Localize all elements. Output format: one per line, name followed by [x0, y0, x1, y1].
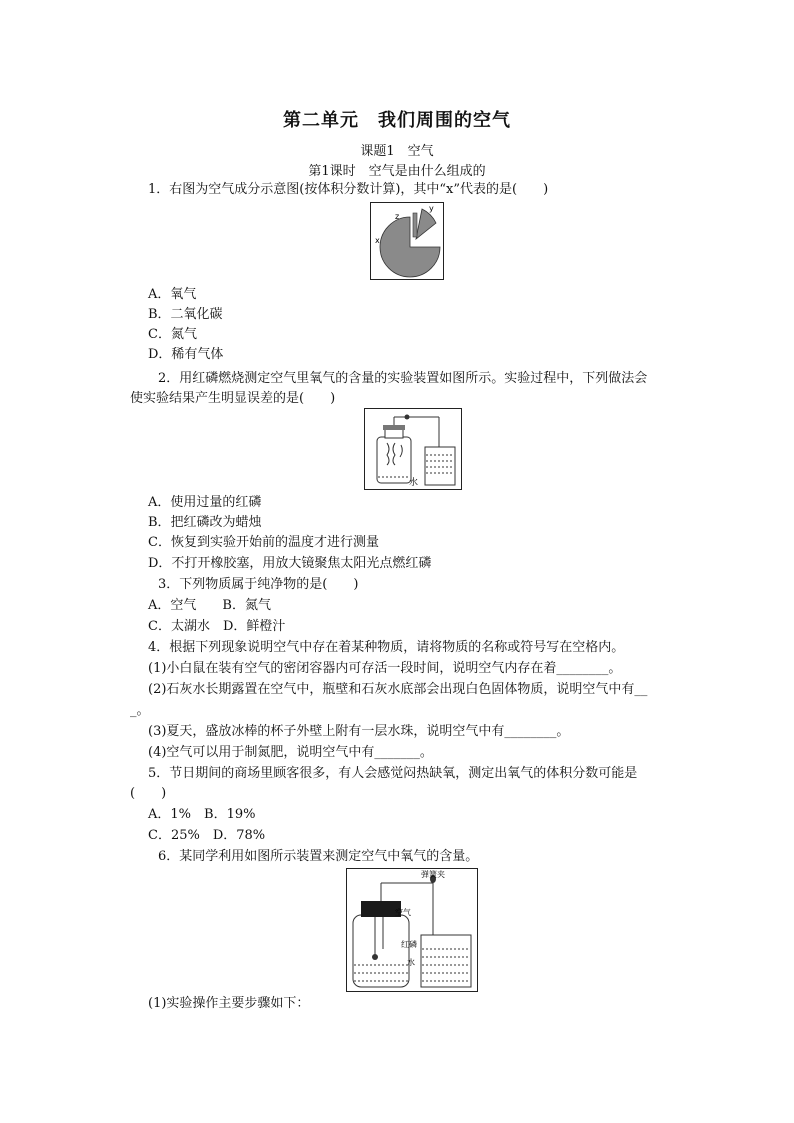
q3-options-row2: C．太湖水 D．鲜橙汁 — [148, 619, 286, 634]
q4-part3: (3)夏天，盛放冰棒的杯子外壁上附有一层水珠，说明空气中有________。 — [148, 724, 570, 739]
q5-stem-line1: 5．节日期间的商场里顾客很多，有人会感觉闷热缺氧，测定出氧气的体积分数可能是 — [148, 766, 638, 781]
q6-label-water: 水 — [407, 958, 415, 967]
q3-stem: 3．下列物质属于纯净物的是( ) — [158, 577, 359, 592]
q2-label-water: 水 — [409, 478, 419, 488]
q1-option-a: A．氧气 — [148, 287, 197, 302]
pie-label-x: x — [375, 236, 380, 245]
q2-option-a: A．使用过量的红磷 — [148, 495, 262, 510]
q2-option-d: D．不打开橡胶塞，用放大镜聚焦太阳光点燃红磷 — [148, 556, 432, 571]
q1-option-c: C．氮气 — [148, 327, 197, 342]
q2-option-b: B．把红磷改为蜡烛 — [148, 515, 262, 530]
q3-options-row1: A．空气 B．氮气 — [148, 598, 271, 613]
q2-stem-line2: 使实验结果产生明显误差的是( ) — [130, 391, 336, 406]
q5-stem-line2: ( ) — [130, 786, 167, 801]
q1-option-b: B．二氧化碳 — [148, 307, 223, 322]
q6-apparatus-figure — [346, 868, 478, 992]
q1-stem: 1．右图为空气成分示意图(按体积分数计算)，其中“x”代表的是( ) — [148, 182, 549, 197]
q6-stem: 6．某同学利用如图所示装置来测定空气中氧气的含量。 — [158, 849, 479, 864]
topic-title: 课题1 空气 — [360, 144, 434, 159]
pie-label-y: y — [429, 204, 434, 213]
lesson-title: 第1课时 空气是由什么组成的 — [308, 164, 486, 179]
q5-options-row1: A．1% B．19% — [148, 807, 256, 822]
q4-part1: (1)小白鼠在装有空气的密闭容器内可存活一段时间，说明空气内存在着________。 — [148, 661, 622, 676]
q4-part4: (4)空气可以用于制氮肥，说明空气中有_______。 — [148, 745, 433, 760]
q2-apparatus-figure — [364, 408, 462, 490]
q5-options-row2: C．25% D．78% — [148, 828, 266, 843]
q1-option-d: D．稀有气体 — [148, 347, 224, 362]
q4-part2-line2: _。 — [130, 703, 150, 718]
q4-part2-line1: (2)石灰水长期露置在空气中，瓶壁和石灰水底部会出现白色固体物质，说明空气中有__ — [148, 682, 648, 697]
q2-stem-line1: 2．用红磷燃烧测定空气里氧气的含量的实验装置如图所示。实验过程中，下列做法会 — [158, 371, 648, 386]
pie-label-z: z — [395, 212, 400, 221]
q6-label-clamp: 弹簧夹 — [421, 870, 445, 879]
q1-pie-figure — [370, 202, 444, 280]
q6-label-air: 空气 — [395, 908, 411, 917]
q2-option-c: C．恢复到实验开始前的温度才进行测量 — [148, 535, 379, 550]
unit-title: 第二单元 我们周围的空气 — [283, 110, 511, 131]
q6-step: (1)实验操作主要步骤如下： — [148, 996, 310, 1011]
q4-stem: 4．根据下列现象说明空气中存在着某种物质，请将物质的名称或符号写在空格内。 — [148, 640, 625, 655]
q6-label-red-phosphorus: 红磷 — [401, 940, 417, 949]
